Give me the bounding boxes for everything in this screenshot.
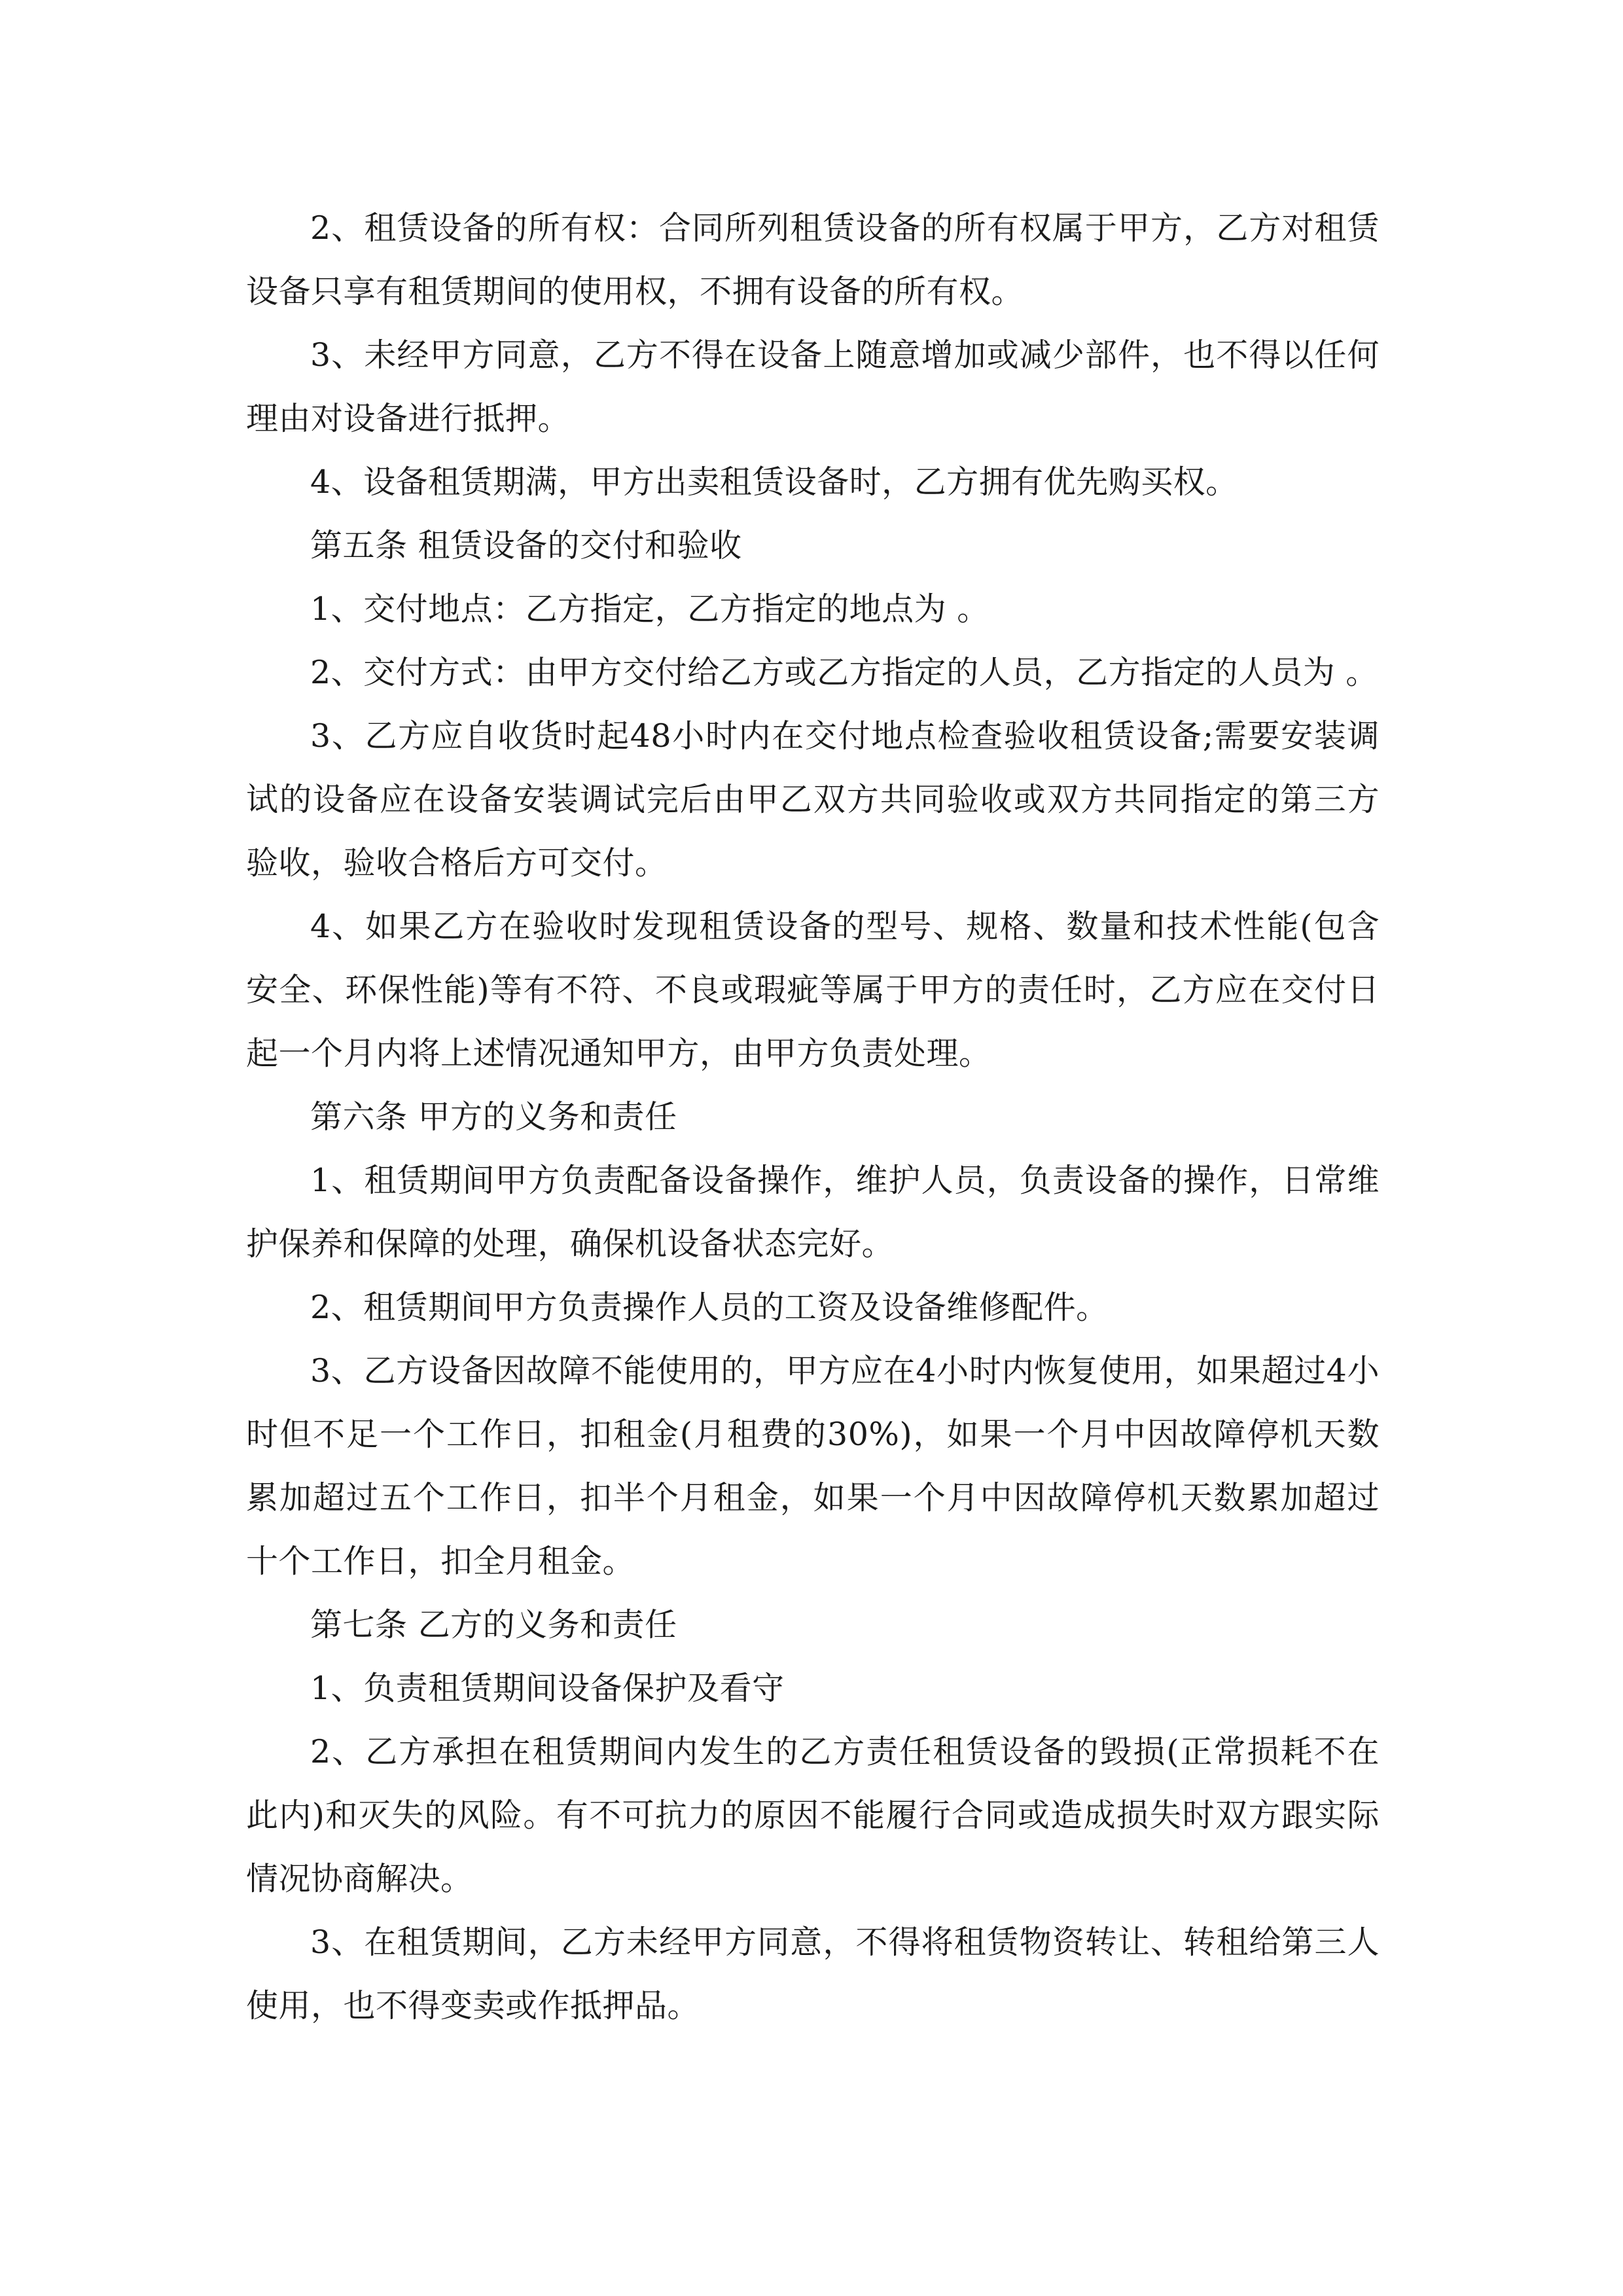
paragraph: 3、乙方设备因故障不能使用的，甲方应在4小时内恢复使用，如果超过4小时但不足一个工作日，扣租金(月租费的30%)，如果一个月中因故障停机天数累加超过五个工作日，扣半个月租金，如果一个月中因故障停机天数累加超过十个工作日，扣全月租金。 <box>246 1352 1380 1580</box>
document-body <box>246 196 1380 2037</box>
section-heading: 第六条 甲方的义务和责任 <box>310 1098 677 1136</box>
paragraph: 3、乙方应自收货时起48小时内在交付地点检查验收租赁设备;需要安装调试的设备应在设备安装调试完后由甲乙双方共同验收或双方共同指定的第三方验收，验收合格后方可交付。 <box>246 717 1380 882</box>
paragraph: 2、乙方承担在租赁期间内发生的乙方责任租赁设备的毁损(正常损耗不在此内)和灭失的风险。有不可抗力的原因不能履行合同或造成损失时双方跟实际情况协商解决。 <box>246 1733 1380 1897</box>
paragraph: 1、负责租赁期间设备保护及看守 <box>310 1670 785 1707</box>
section-heading: 第七条 乙方的义务和责任 <box>310 1606 677 1643</box>
paragraph: 4、如果乙方在验收时发现租赁设备的型号、规格、数量和技术性能(包含安全、环保性能)等有不符、不良或瑕疵等属于甲方的责任时，乙方应在交付日起一个月内将上述情况通知甲方，由甲方负责处理。 <box>246 908 1380 1072</box>
paragraph: 1、交付地点：乙方指定，乙方指定的地点为 。 <box>310 590 990 628</box>
paragraph: 3、在租赁期间，乙方未经甲方同意，不得将租赁物资转让、转租给第三人使用，也不得变卖或作抵押品。 <box>246 1924 1380 2024</box>
paragraph: 2、租赁期间甲方负责操作人员的工资及设备维修配件。 <box>310 1289 1109 1326</box>
section-heading: 第五条 租赁设备的交付和验收 <box>310 527 742 564</box>
paragraph: 2、租赁设备的所有权：合同所列租赁设备的所有权属于甲方，乙方对租赁设备只享有租赁期间的使用权，不拥有设备的所有权。 <box>246 209 1380 310</box>
paragraph: 3、未经甲方同意，乙方不得在设备上随意增加或减少部件，也不得以任何理由对设备进行抵押。 <box>246 336 1380 437</box>
paragraph: 2、交付方式：由甲方交付给乙方或乙方指定的人员，乙方指定的人员为 。 <box>310 654 1378 691</box>
paragraph: 4、设备租赁期满，甲方出卖租赁设备时，乙方拥有优先购买权。 <box>310 463 1238 501</box>
paragraph: 1、租赁期间甲方负责配备设备操作，维护人员，负责设备的操作，日常维护保养和保障的处理，确保机设备状态完好。 <box>246 1162 1380 1263</box>
